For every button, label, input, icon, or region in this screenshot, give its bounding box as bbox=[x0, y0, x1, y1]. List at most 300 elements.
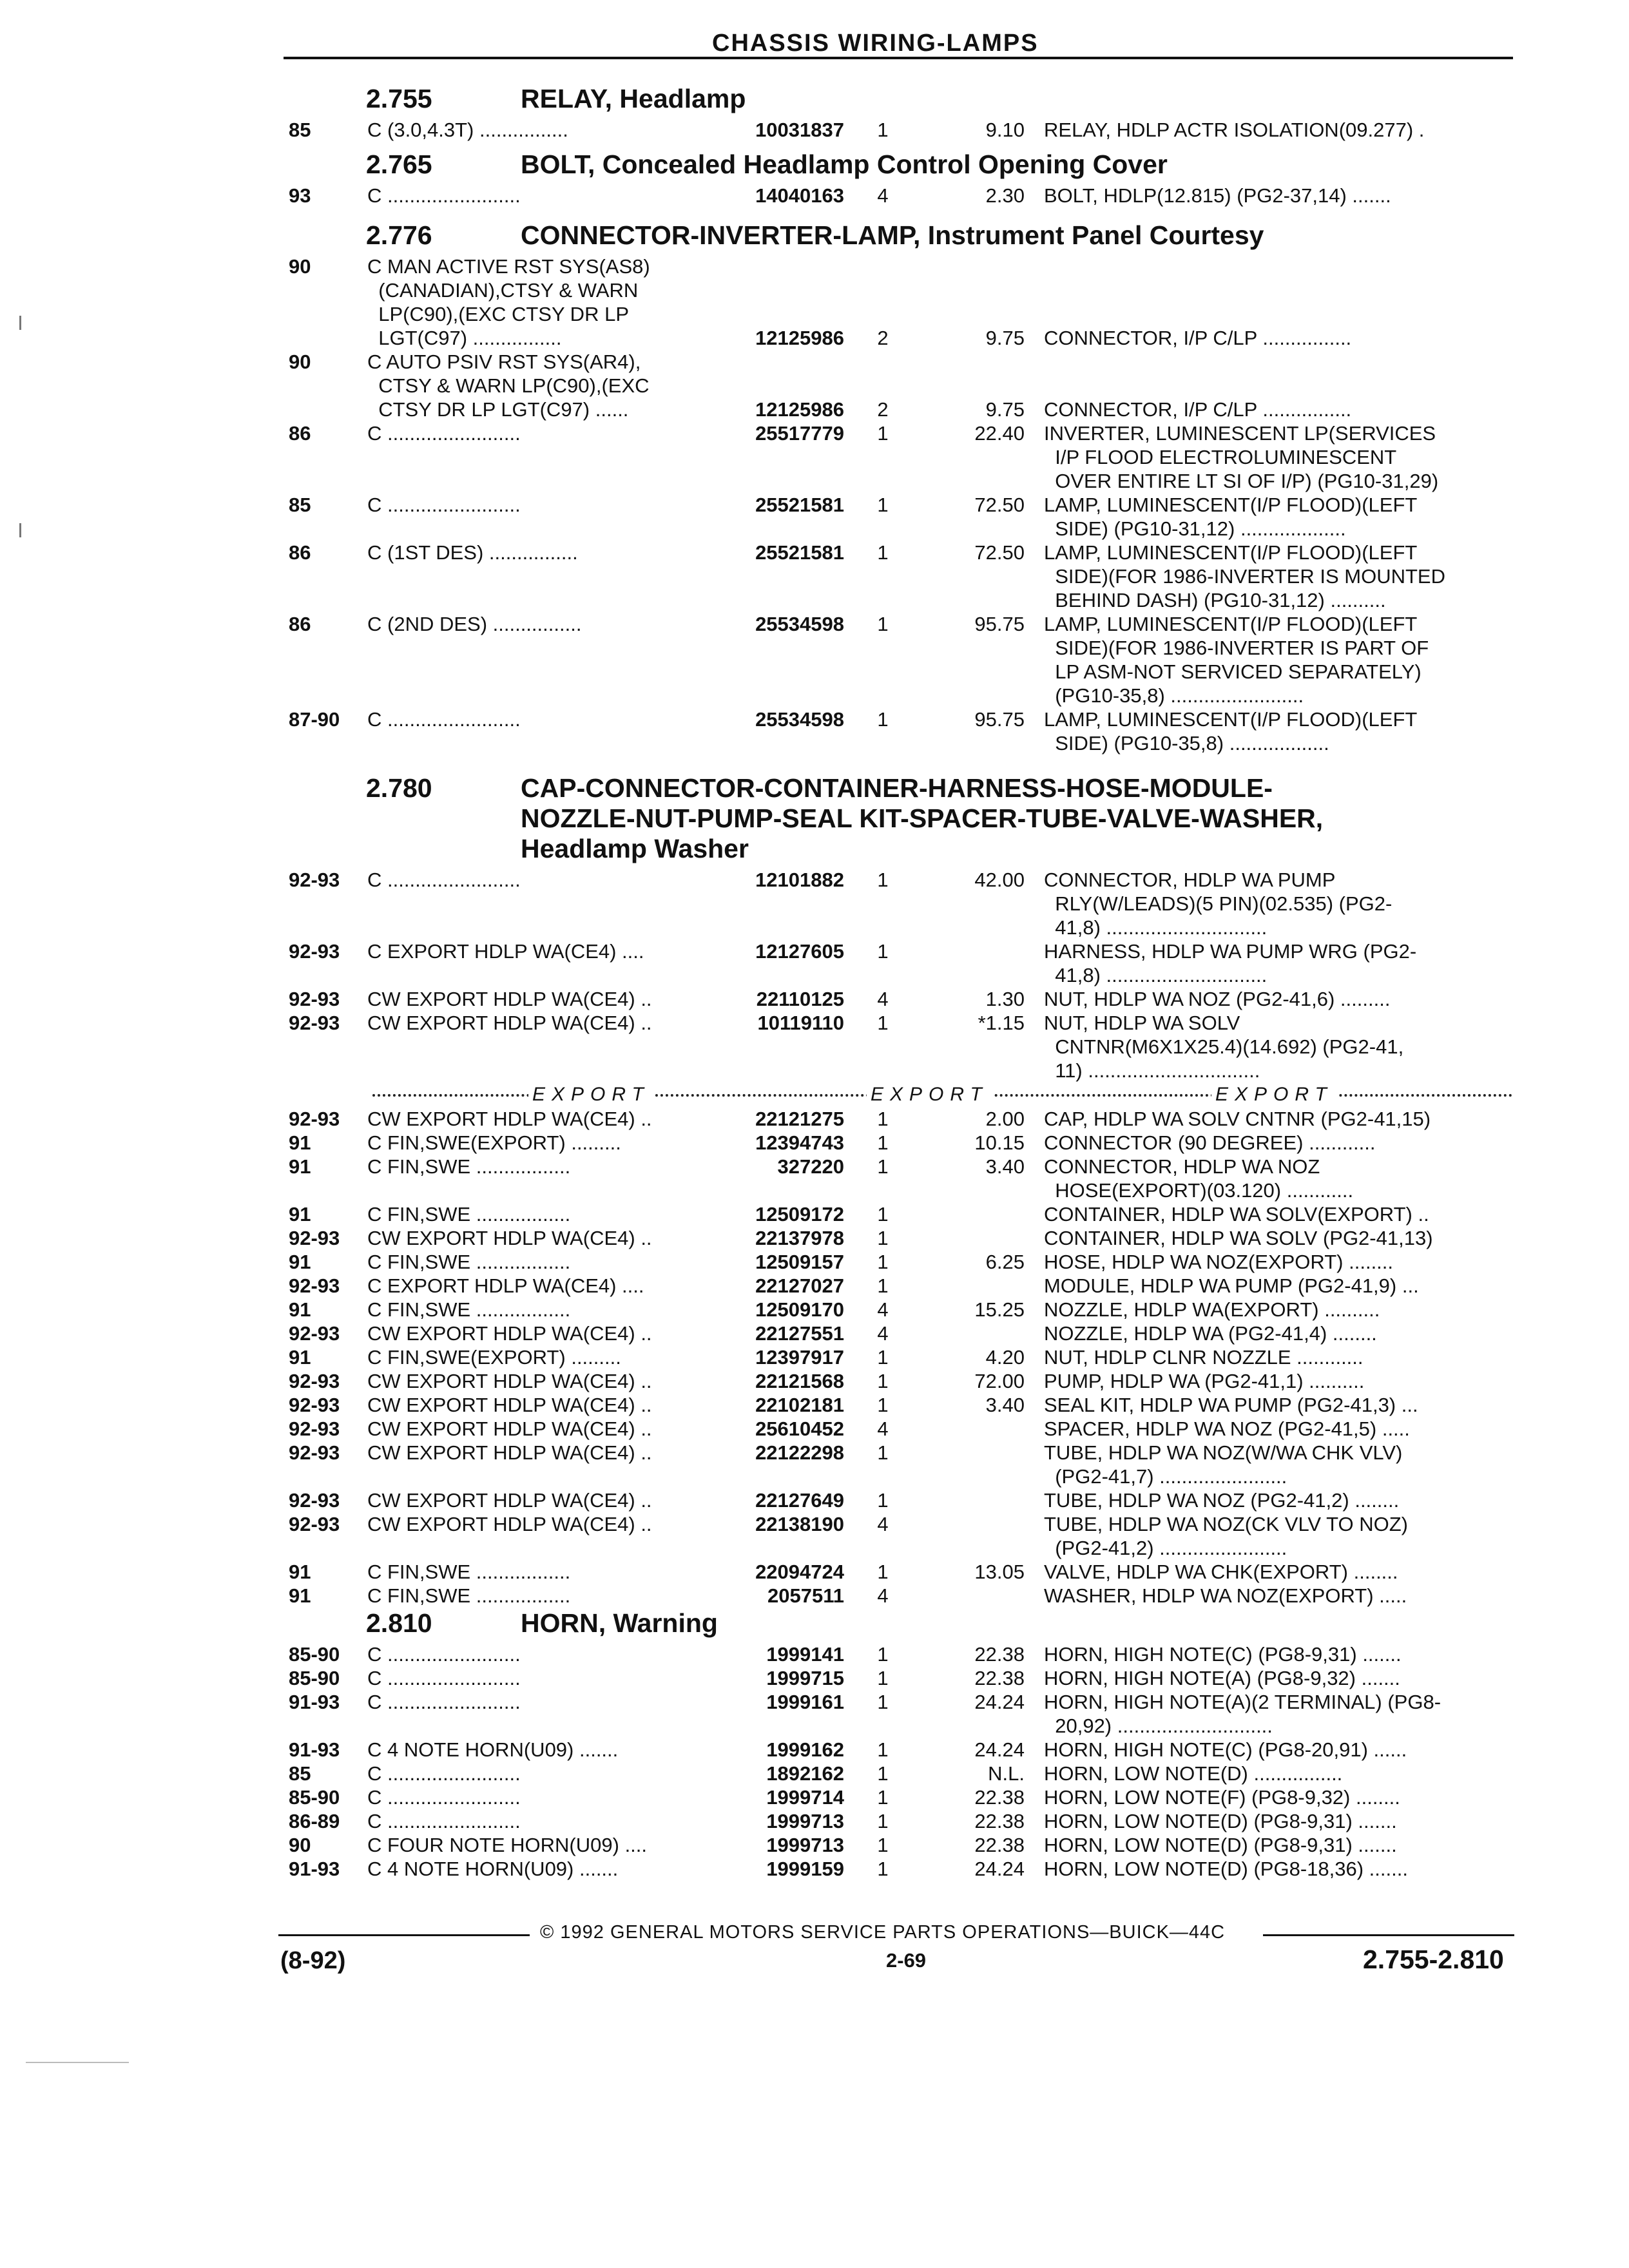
quantity: 1 bbox=[877, 1274, 889, 1297]
quantity: 1 bbox=[877, 541, 889, 564]
scan-artifact bbox=[26, 2062, 129, 2063]
part-row bbox=[0, 1857, 1629, 1881]
list-price: 24.24 bbox=[974, 1858, 1025, 1880]
list-price: 13.05 bbox=[974, 1561, 1025, 1583]
section-heading bbox=[0, 773, 1629, 868]
part-description: MODULE, HDLP WA PUMP (PG2-41,9) ... bbox=[1044, 1274, 1419, 1297]
part-description: HORN, HIGH NOTE(C) (PG8-9,31) ....... bbox=[1044, 1643, 1402, 1666]
part-row bbox=[0, 1738, 1629, 1762]
section-title: CONNECTOR-INVERTER-LAMP, Instrument Panel Courtesy bbox=[521, 220, 1264, 250]
part-row bbox=[0, 1666, 1629, 1690]
part-description: CONNECTOR, HDLP WA NOZ HOSE(EXPORT)(03.120) ............ bbox=[1044, 1155, 1354, 1202]
model-year: 86-89 bbox=[289, 1810, 340, 1832]
quantity: 4 bbox=[877, 1298, 889, 1321]
part-row bbox=[0, 350, 1629, 421]
part-row bbox=[0, 541, 1629, 612]
part-description: LAMP, LUMINESCENT(I/P FLOOD)(LEFT SIDE) (PG10-31,12) ................... bbox=[1044, 494, 1418, 540]
list-price: 22.38 bbox=[974, 1667, 1025, 1689]
quantity: 4 bbox=[877, 1584, 889, 1607]
part-row bbox=[0, 1560, 1629, 1584]
list-price: 42.00 bbox=[974, 869, 1025, 891]
part-description: SEAL KIT, HDLP WA PUMP (PG2-41,3) ... bbox=[1044, 1394, 1418, 1416]
part-number: 1999713 bbox=[766, 1834, 844, 1856]
application: C EXPORT HDLP WA(CE4) .... bbox=[367, 1274, 644, 1297]
model-year: 86 bbox=[289, 541, 311, 564]
application: C 4 NOTE HORN(U09) ....... bbox=[367, 1738, 619, 1761]
section-heading bbox=[0, 220, 1629, 255]
list-price: 72.50 bbox=[974, 494, 1025, 516]
part-number: 25534598 bbox=[755, 613, 844, 635]
part-number: 327220 bbox=[777, 1155, 844, 1178]
application: CW EXPORT HDLP WA(CE4) .. bbox=[367, 1394, 652, 1416]
part-number: 10031837 bbox=[755, 119, 844, 141]
quantity: 1 bbox=[877, 1858, 889, 1880]
application: C FIN,SWE ................. bbox=[367, 1155, 571, 1178]
list-price: 22.38 bbox=[974, 1834, 1025, 1856]
catalog-section bbox=[0, 773, 1629, 1608]
part-description: CONTAINER, HDLP WA SOLV(EXPORT) .. bbox=[1044, 1203, 1429, 1225]
application: C (1ST DES) ................ bbox=[367, 541, 578, 564]
part-row bbox=[0, 255, 1629, 350]
section-heading bbox=[0, 84, 1629, 118]
export-label-1: EXPORT bbox=[528, 1082, 654, 1106]
part-number: 25517779 bbox=[755, 422, 844, 445]
scan-artifact bbox=[19, 523, 21, 537]
model-year: 91 bbox=[289, 1561, 311, 1583]
part-number: 1999161 bbox=[766, 1691, 844, 1713]
part-description: PUMP, HDLP WA (PG2-41,1) .......... bbox=[1044, 1370, 1365, 1392]
quantity: 4 bbox=[877, 1322, 889, 1345]
part-description: HORN, HIGH NOTE(A) (PG8-9,32) ....... bbox=[1044, 1667, 1400, 1689]
part-description: HORN, HIGH NOTE(C) (PG8-20,91) ...... bbox=[1044, 1738, 1407, 1761]
export-label-3: EXPORT bbox=[1211, 1082, 1337, 1106]
section-title: BOLT, Concealed Headlamp Control Opening Cover bbox=[521, 149, 1168, 179]
part-row bbox=[0, 1345, 1629, 1369]
section-number: 2.810 bbox=[366, 1608, 432, 1638]
model-year: 90 bbox=[289, 351, 311, 373]
quantity: 1 bbox=[877, 1667, 889, 1689]
model-year: 90 bbox=[289, 1834, 311, 1856]
part-row bbox=[0, 1155, 1629, 1202]
part-number: 12394743 bbox=[755, 1131, 844, 1154]
part-number: 12125986 bbox=[755, 398, 844, 421]
part-number: 22121568 bbox=[755, 1370, 844, 1392]
part-row bbox=[0, 421, 1629, 493]
list-price: 9.75 bbox=[985, 327, 1025, 349]
application: C AUTO PSIV RST SYS(AR4), CTSY & WARN LP(C90),(EXC CTSY DR LP LGT(C97) ...... bbox=[367, 351, 650, 421]
part-row bbox=[0, 1512, 1629, 1560]
list-price: 72.00 bbox=[974, 1370, 1025, 1392]
part-row bbox=[0, 1131, 1629, 1155]
model-year: 85 bbox=[289, 1762, 311, 1785]
section-number: 2.780 bbox=[366, 773, 432, 803]
part-description: NUT, HDLP CLNR NOZZLE ............ bbox=[1044, 1346, 1364, 1369]
part-number: 22127027 bbox=[755, 1274, 844, 1297]
application: C (3.0,4.3T) ................ bbox=[367, 119, 568, 141]
quantity: 1 bbox=[877, 708, 889, 731]
part-number: 22138190 bbox=[755, 1513, 844, 1535]
part-row bbox=[0, 1785, 1629, 1809]
quantity: 1 bbox=[877, 1203, 889, 1225]
application: CW EXPORT HDLP WA(CE4) .. bbox=[367, 1012, 652, 1034]
part-row bbox=[0, 1488, 1629, 1512]
quantity: 1 bbox=[877, 494, 889, 516]
catalog-section bbox=[0, 1608, 1629, 1881]
part-number: 1892162 bbox=[766, 1762, 844, 1785]
application: C FIN,SWE(EXPORT) ......... bbox=[367, 1131, 621, 1154]
part-description: HORN, LOW NOTE(D) (PG8-9,31) ....... bbox=[1044, 1834, 1397, 1856]
part-row bbox=[0, 1250, 1629, 1274]
model-year: 92-93 bbox=[289, 1322, 340, 1345]
catalog-section bbox=[0, 149, 1629, 207]
part-number: 12127605 bbox=[755, 940, 844, 963]
model-year: 93 bbox=[289, 184, 311, 207]
application: CW EXPORT HDLP WA(CE4) .. bbox=[367, 1489, 652, 1512]
section-number: 2.755 bbox=[366, 84, 432, 113]
quantity: 1 bbox=[877, 1810, 889, 1832]
model-year: 85 bbox=[289, 494, 311, 516]
part-description: RELAY, HDLP ACTR ISOLATION(09.277) . bbox=[1044, 119, 1425, 141]
application: C ........................ bbox=[367, 422, 521, 445]
model-year: 86 bbox=[289, 422, 311, 445]
model-year: 91 bbox=[289, 1346, 311, 1369]
part-number: 12397917 bbox=[755, 1346, 844, 1369]
quantity: 2 bbox=[877, 398, 889, 421]
part-description: TUBE, HDLP WA NOZ(W/WA CHK VLV) (PG2-41,7) ....................... bbox=[1044, 1441, 1403, 1488]
list-price: 1.30 bbox=[985, 988, 1025, 1010]
quantity: 1 bbox=[877, 940, 889, 963]
catalog-section bbox=[0, 84, 1629, 142]
part-row bbox=[0, 1762, 1629, 1785]
model-year: 85-90 bbox=[289, 1786, 340, 1809]
footer-rule-left bbox=[278, 1934, 530, 1936]
part-description: TUBE, HDLP WA NOZ (PG2-41,2) ........ bbox=[1044, 1489, 1400, 1512]
part-row bbox=[0, 939, 1629, 987]
part-row bbox=[0, 1274, 1629, 1298]
section-number: 2.765 bbox=[366, 149, 432, 179]
list-price: 3.40 bbox=[985, 1394, 1025, 1416]
quantity: 1 bbox=[877, 1691, 889, 1713]
catalog-section bbox=[0, 220, 1629, 755]
quantity: 1 bbox=[877, 422, 889, 445]
part-description: BOLT, HDLP(12.815) (PG2-37,14) ....... bbox=[1044, 184, 1391, 207]
list-price: 95.75 bbox=[974, 613, 1025, 635]
part-row bbox=[0, 1298, 1629, 1321]
footer-page-number: 2-69 bbox=[886, 1949, 927, 1972]
quantity: 1 bbox=[877, 1762, 889, 1785]
list-price: 4.20 bbox=[985, 1346, 1025, 1369]
model-year: 85-90 bbox=[289, 1643, 340, 1666]
model-year: 92-93 bbox=[289, 1394, 340, 1416]
application: CW EXPORT HDLP WA(CE4) .. bbox=[367, 1227, 652, 1249]
list-price: 22.38 bbox=[974, 1810, 1025, 1832]
model-year: 92-93 bbox=[289, 869, 340, 891]
list-price: *1.15 bbox=[978, 1012, 1025, 1034]
application: CW EXPORT HDLP WA(CE4) .. bbox=[367, 1322, 652, 1345]
application: C (2ND DES) ................ bbox=[367, 613, 582, 635]
part-description: CONNECTOR, I/P C/LP ................ bbox=[1044, 398, 1352, 421]
section-title: CAP-CONNECTOR-CONTAINER-HARNESS-HOSE-MODULE- NOZZLE-NUT-PUMP-SEAL KIT-SPACER-TUBE-VALVE-WASHER, Headlamp Washer bbox=[521, 773, 1324, 863]
part-description: NOZZLE, HDLP WA(EXPORT) .......... bbox=[1044, 1298, 1380, 1321]
model-year: 85-90 bbox=[289, 1667, 340, 1689]
list-price: 2.00 bbox=[985, 1108, 1025, 1130]
part-description: CONTAINER, HDLP WA SOLV (PG2-41,13) bbox=[1044, 1227, 1433, 1249]
application: C FIN,SWE ................. bbox=[367, 1203, 571, 1225]
application: C FIN,SWE ................. bbox=[367, 1298, 571, 1321]
part-row bbox=[0, 1202, 1629, 1226]
list-price: 3.40 bbox=[985, 1155, 1025, 1178]
quantity: 1 bbox=[877, 1155, 889, 1178]
section-title: RELAY, Headlamp bbox=[521, 84, 746, 113]
list-price: 24.24 bbox=[974, 1691, 1025, 1713]
application: C ........................ bbox=[367, 494, 521, 516]
part-number: 22122298 bbox=[755, 1441, 844, 1464]
model-year: 85 bbox=[289, 119, 311, 141]
part-number: 2057511 bbox=[767, 1584, 844, 1607]
application: C FIN,SWE ................. bbox=[367, 1584, 571, 1607]
model-year: 92-93 bbox=[289, 1418, 340, 1440]
model-year: 91 bbox=[289, 1131, 311, 1154]
part-row bbox=[0, 118, 1629, 142]
header-rule bbox=[284, 57, 1513, 59]
model-year: 87-90 bbox=[289, 708, 340, 731]
model-year: 92-93 bbox=[289, 1441, 340, 1464]
model-year: 92-93 bbox=[289, 1274, 340, 1297]
part-number: 22110125 bbox=[756, 988, 844, 1010]
application: C ........................ bbox=[367, 1667, 521, 1689]
list-price: 72.50 bbox=[974, 541, 1025, 564]
quantity: 1 bbox=[877, 1786, 889, 1809]
quantity: 4 bbox=[877, 184, 889, 207]
quantity: 1 bbox=[877, 1131, 889, 1154]
part-number: 25521581 bbox=[755, 494, 844, 516]
part-number: 1999714 bbox=[766, 1786, 844, 1809]
part-row bbox=[0, 1226, 1629, 1250]
model-year: 92-93 bbox=[289, 1370, 340, 1392]
quantity: 4 bbox=[877, 1513, 889, 1535]
part-row bbox=[0, 707, 1629, 755]
quantity: 1 bbox=[877, 1108, 889, 1130]
page-header-title: CHASSIS WIRING-LAMPS bbox=[712, 30, 1039, 57]
quantity: 1 bbox=[877, 869, 889, 891]
part-row bbox=[0, 1369, 1629, 1393]
application: C ........................ bbox=[367, 1691, 521, 1713]
part-row bbox=[0, 868, 1629, 939]
application: CW EXPORT HDLP WA(CE4) .. bbox=[367, 988, 652, 1010]
quantity: 1 bbox=[877, 613, 889, 635]
part-description: NUT, HDLP WA NOZ (PG2-41,6) ......... bbox=[1044, 988, 1391, 1010]
model-year: 91 bbox=[289, 1203, 311, 1225]
part-row bbox=[0, 1642, 1629, 1666]
part-description: NUT, HDLP WA SOLV CNTNR(M6X1X25.4)(14.692) (PG2-41, 11) ............................... bbox=[1044, 1012, 1404, 1082]
model-year: 86 bbox=[289, 613, 311, 635]
list-price: 6.25 bbox=[985, 1251, 1025, 1273]
part-description: VALVE, HDLP WA CHK(EXPORT) ........ bbox=[1044, 1561, 1398, 1583]
part-description: HORN, HIGH NOTE(A)(2 TERMINAL) (PG8- 20,92) ............................ bbox=[1044, 1691, 1441, 1737]
model-year: 92-93 bbox=[289, 1489, 340, 1512]
part-description: CAP, HDLP WA SOLV CNTNR (PG2-41,15) bbox=[1044, 1108, 1431, 1130]
export-divider bbox=[0, 1082, 1629, 1107]
part-number: 22102181 bbox=[755, 1394, 844, 1416]
part-row bbox=[0, 987, 1629, 1011]
part-description: HOSE, HDLP WA NOZ(EXPORT) ........ bbox=[1044, 1251, 1394, 1273]
part-description: CONNECTOR (90 DEGREE) ............ bbox=[1044, 1131, 1376, 1154]
model-year: 90 bbox=[289, 255, 311, 278]
model-year: 92-93 bbox=[289, 940, 340, 963]
list-price: 9.75 bbox=[985, 398, 1025, 421]
list-price: 10.15 bbox=[974, 1131, 1025, 1154]
part-row bbox=[0, 184, 1629, 207]
part-row bbox=[0, 1321, 1629, 1345]
application: CW EXPORT HDLP WA(CE4) .. bbox=[367, 1418, 652, 1440]
model-year: 91 bbox=[289, 1251, 311, 1273]
section-number: 2.776 bbox=[366, 220, 432, 250]
part-row bbox=[0, 1690, 1629, 1738]
model-year: 92-93 bbox=[289, 1108, 340, 1130]
quantity: 1 bbox=[877, 1394, 889, 1416]
application: C 4 NOTE HORN(U09) ....... bbox=[367, 1858, 619, 1880]
application: CW EXPORT HDLP WA(CE4) .. bbox=[367, 1370, 652, 1392]
quantity: 1 bbox=[877, 1738, 889, 1761]
quantity: 1 bbox=[877, 119, 889, 141]
part-number: 25521581 bbox=[755, 541, 844, 564]
model-year: 91-93 bbox=[289, 1858, 340, 1880]
part-description: CONNECTOR, I/P C/LP ................ bbox=[1044, 327, 1352, 349]
part-row bbox=[0, 1107, 1629, 1131]
part-description: LAMP, LUMINESCENT(I/P FLOOD)(LEFT SIDE) (PG10-35,8) .................. bbox=[1044, 708, 1418, 754]
application: C ........................ bbox=[367, 1810, 521, 1832]
part-description: HORN, LOW NOTE(D) ................ bbox=[1044, 1762, 1343, 1785]
footer-revision-date: (8-92) bbox=[280, 1947, 346, 1974]
part-description: WASHER, HDLP WA NOZ(EXPORT) ..... bbox=[1044, 1584, 1407, 1607]
part-number: 1999162 bbox=[766, 1738, 844, 1761]
part-number: 1999141 bbox=[766, 1643, 844, 1666]
quantity: 1 bbox=[877, 1834, 889, 1856]
application: C FOUR NOTE HORN(U09) .... bbox=[367, 1834, 648, 1856]
part-number: 22121275 bbox=[755, 1108, 844, 1130]
application: C FIN,SWE ................. bbox=[367, 1251, 571, 1273]
quantity: 1 bbox=[877, 1489, 889, 1512]
section-heading bbox=[0, 1608, 1629, 1642]
list-price: 2.30 bbox=[985, 184, 1025, 207]
section-title: HORN, Warning bbox=[521, 1608, 718, 1638]
part-description: NOZZLE, HDLP WA (PG2-41,4) ........ bbox=[1044, 1322, 1377, 1345]
application: C ........................ bbox=[367, 1762, 521, 1785]
model-year: 91-93 bbox=[289, 1691, 340, 1713]
application: C ........................ bbox=[367, 184, 521, 207]
part-description: INVERTER, LUMINESCENT LP(SERVICES I/P FLOOD ELECTROLUMINESCENT OVER ENTIRE LT SI OF I/P) (PG10-31,29) bbox=[1044, 422, 1439, 492]
part-row bbox=[0, 1809, 1629, 1833]
quantity: 1 bbox=[877, 1012, 889, 1034]
part-number: 14040163 bbox=[755, 184, 844, 207]
part-row bbox=[0, 493, 1629, 541]
part-number: 25610452 bbox=[755, 1418, 844, 1440]
part-row bbox=[0, 1011, 1629, 1082]
part-description: CONNECTOR, HDLP WA PUMP RLY(W/LEADS)(5 PIN)(02.535) (PG2- 41,8) ............................. bbox=[1044, 869, 1393, 939]
part-number: 25534598 bbox=[755, 708, 844, 731]
part-description: LAMP, LUMINESCENT(I/P FLOOD)(LEFT SIDE)(FOR 1986-INVERTER IS PART OF LP ASM-NOT SERVICED SEPARATELY) (PG10-35,8) ........................ bbox=[1044, 613, 1429, 707]
list-price: 9.10 bbox=[985, 119, 1025, 141]
model-year: 92-93 bbox=[289, 1513, 340, 1535]
part-row bbox=[0, 1441, 1629, 1488]
quantity: 1 bbox=[877, 1643, 889, 1666]
application: CW EXPORT HDLP WA(CE4) .. bbox=[367, 1513, 652, 1535]
part-row bbox=[0, 1833, 1629, 1857]
part-number: 22094724 bbox=[755, 1561, 844, 1583]
part-description: HARNESS, HDLP WA PUMP WRG (PG2- 41,8) ............................. bbox=[1044, 940, 1417, 986]
part-number: 1999715 bbox=[766, 1667, 844, 1689]
application: C MAN ACTIVE RST SYS(AS8) (CANADIAN),CTSY & WARN LP(C90),(EXC CTSY DR LP LGT(C97) ................ bbox=[367, 255, 650, 349]
application: C FIN,SWE ................. bbox=[367, 1561, 571, 1583]
part-number: 1999159 bbox=[766, 1858, 844, 1880]
part-number: 1999713 bbox=[766, 1810, 844, 1832]
part-number: 10119110 bbox=[757, 1012, 844, 1034]
model-year: 92-93 bbox=[289, 1012, 340, 1034]
part-number: 22137978 bbox=[755, 1227, 844, 1249]
quantity: 1 bbox=[877, 1561, 889, 1583]
footer-rule-right bbox=[1263, 1934, 1514, 1936]
model-year: 92-93 bbox=[289, 1227, 340, 1249]
footer-section-range: 2.755-2.810 bbox=[1363, 1945, 1504, 1974]
part-number: 22127551 bbox=[755, 1322, 844, 1345]
model-year: 91-93 bbox=[289, 1738, 340, 1761]
part-row bbox=[0, 612, 1629, 707]
application: CW EXPORT HDLP WA(CE4) .. bbox=[367, 1108, 652, 1130]
part-description: TUBE, HDLP WA NOZ(CK VLV TO NOZ) (PG2-41,2) ....................... bbox=[1044, 1513, 1408, 1559]
application: C ........................ bbox=[367, 869, 521, 891]
scan-artifact bbox=[19, 316, 21, 330]
list-price: N.L. bbox=[988, 1762, 1025, 1785]
application: C ........................ bbox=[367, 1786, 521, 1809]
part-description: SPACER, HDLP WA NOZ (PG2-41,5) ..... bbox=[1044, 1418, 1410, 1440]
application: C EXPORT HDLP WA(CE4) .... bbox=[367, 940, 644, 963]
list-price: 15.25 bbox=[974, 1298, 1025, 1321]
export-label-2: EXPORT bbox=[867, 1082, 992, 1106]
quantity: 2 bbox=[877, 327, 889, 349]
part-row bbox=[0, 1417, 1629, 1441]
model-year: 91 bbox=[289, 1584, 311, 1607]
quantity: 4 bbox=[877, 1418, 889, 1440]
application: C ........................ bbox=[367, 708, 521, 731]
quantity: 4 bbox=[877, 988, 889, 1010]
part-row bbox=[0, 1393, 1629, 1417]
part-description: LAMP, LUMINESCENT(I/P FLOOD)(LEFT SIDE)(FOR 1986-INVERTER IS MOUNTED BEHIND DASH) (PG10-31,12) .......... bbox=[1044, 541, 1445, 611]
section-heading bbox=[0, 149, 1629, 184]
model-year: 91 bbox=[289, 1298, 311, 1321]
part-number: 12125986 bbox=[755, 327, 844, 349]
quantity: 1 bbox=[877, 1346, 889, 1369]
part-description: HORN, LOW NOTE(D) (PG8-18,36) ....... bbox=[1044, 1858, 1408, 1880]
list-price: 22.38 bbox=[974, 1643, 1025, 1666]
part-number: 12509172 bbox=[755, 1203, 844, 1225]
part-number: 12101882 bbox=[755, 869, 844, 891]
application: CW EXPORT HDLP WA(CE4) .. bbox=[367, 1441, 652, 1464]
list-price: 22.38 bbox=[974, 1786, 1025, 1809]
quantity: 1 bbox=[877, 1370, 889, 1392]
part-row bbox=[0, 1584, 1629, 1608]
quantity: 1 bbox=[877, 1227, 889, 1249]
part-description: HORN, LOW NOTE(F) (PG8-9,32) ........ bbox=[1044, 1786, 1400, 1809]
part-number: 12509157 bbox=[755, 1251, 844, 1273]
application: C FIN,SWE(EXPORT) ......... bbox=[367, 1346, 621, 1369]
quantity: 1 bbox=[877, 1251, 889, 1273]
list-price: 95.75 bbox=[974, 708, 1025, 731]
application: C ........................ bbox=[367, 1643, 521, 1666]
model-year: 92-93 bbox=[289, 988, 340, 1010]
footer-copyright: © 1992 GENERAL MOTORS SERVICE PARTS OPERATIONS—BUICK—44C bbox=[540, 1922, 1226, 1943]
list-price: 24.24 bbox=[974, 1738, 1025, 1761]
part-number: 22127649 bbox=[755, 1489, 844, 1512]
